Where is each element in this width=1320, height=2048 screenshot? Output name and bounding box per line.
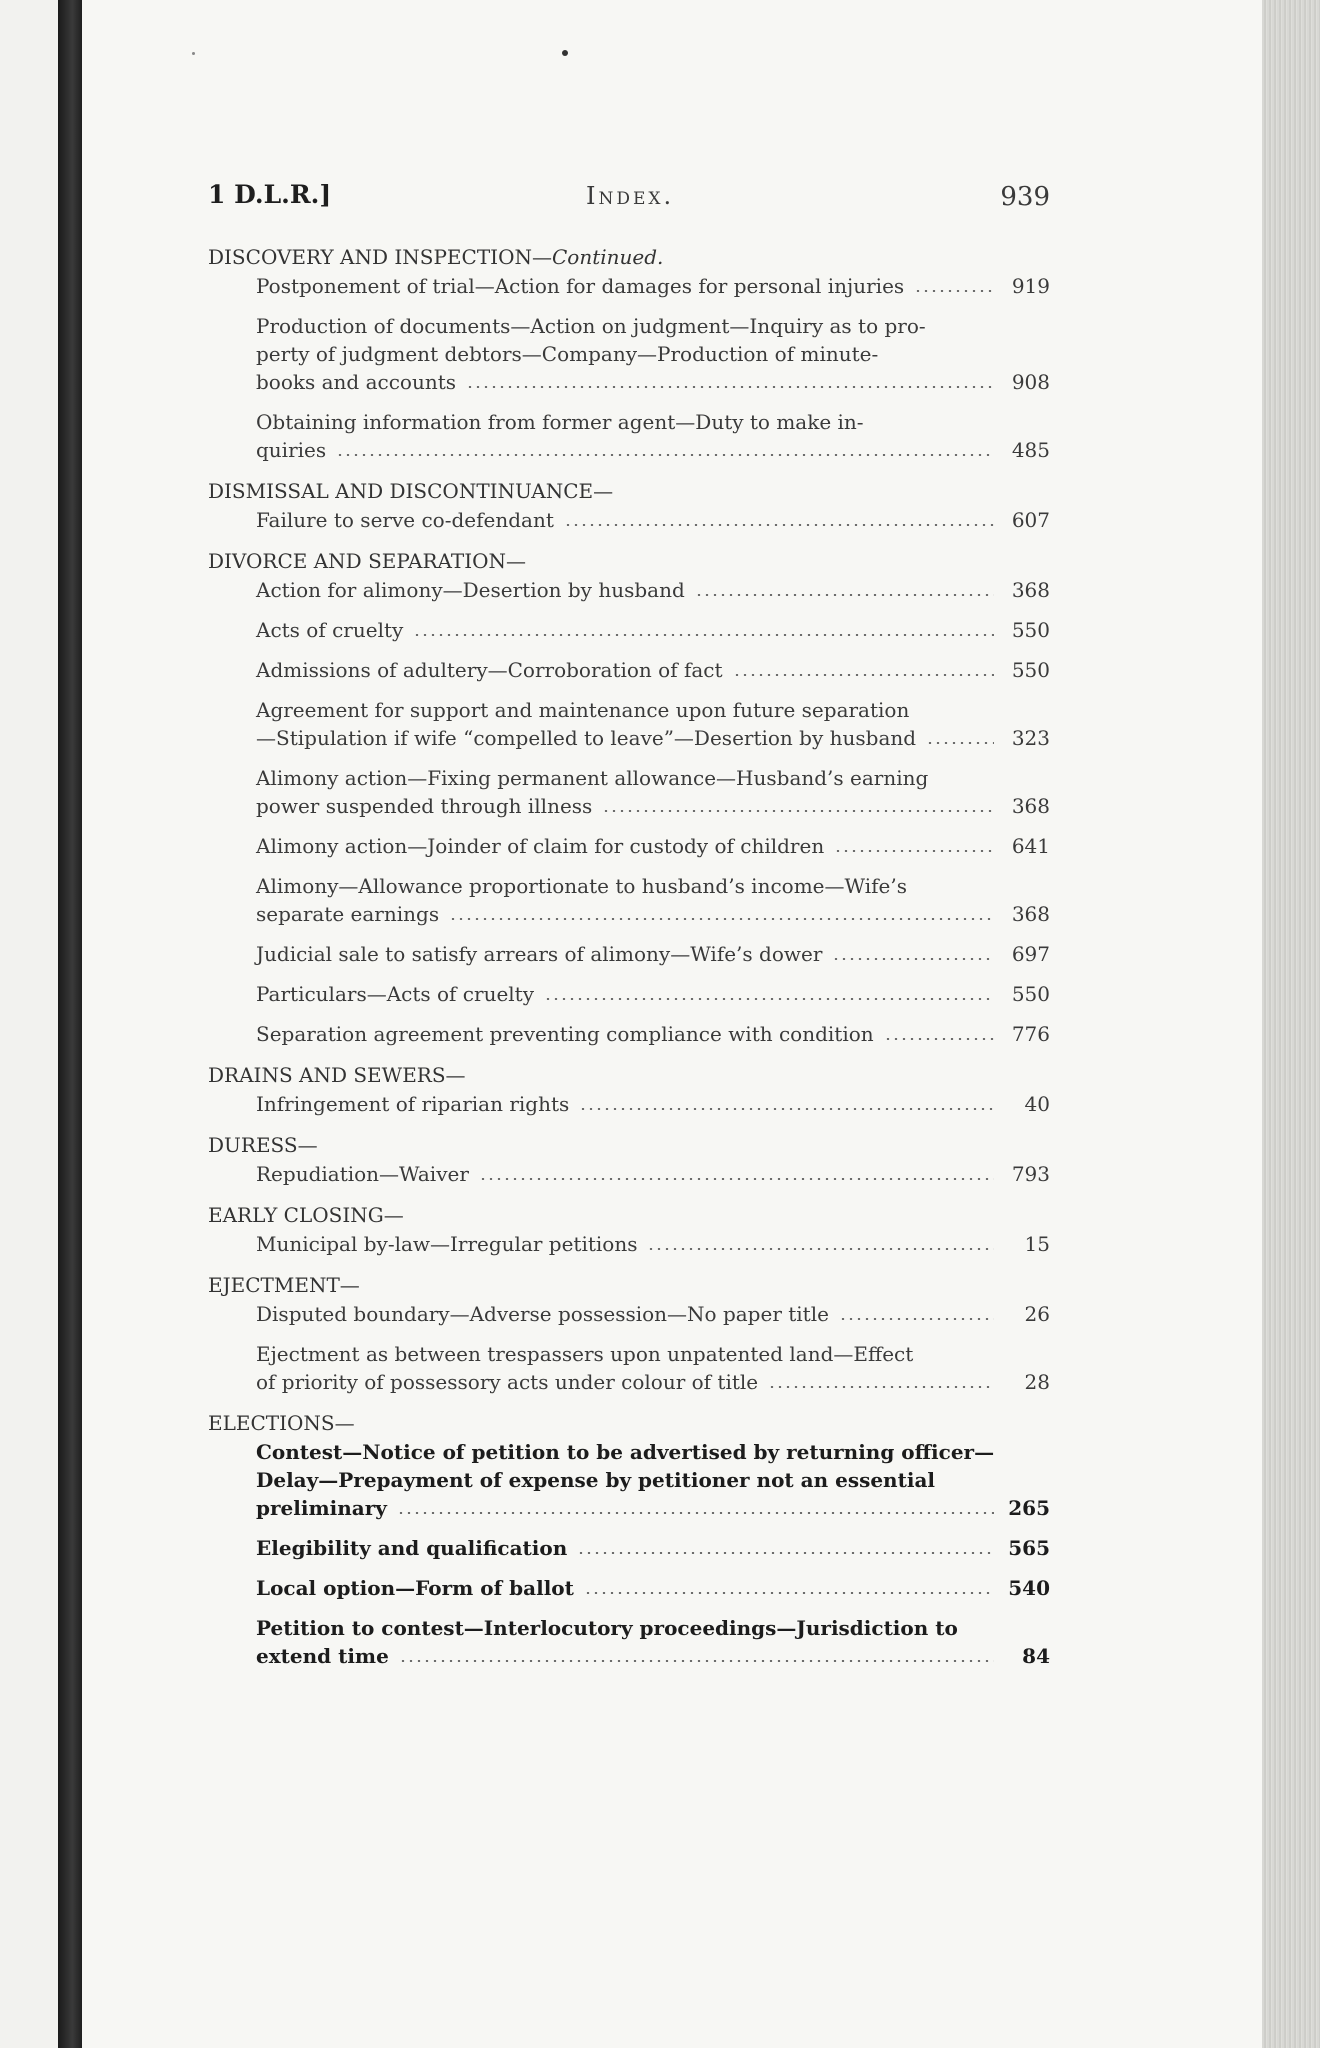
entry-text: Alimony—Allowance proportionate to husband’s income—Wife’s xyxy=(256,874,907,898)
index-heading-title: EJECTMENT— xyxy=(208,1273,360,1297)
entry-line xyxy=(256,1090,1050,1118)
dot-leader xyxy=(695,594,994,596)
dot-leader xyxy=(336,454,994,456)
dot-leader xyxy=(914,290,994,292)
dot-leader xyxy=(768,1386,994,1388)
entry-text: separate earnings xyxy=(256,902,440,926)
entry-line xyxy=(256,1614,1050,1642)
index-entry xyxy=(256,1534,1050,1562)
running-head xyxy=(208,180,1050,220)
entry-line xyxy=(256,792,1050,820)
index-entry xyxy=(256,1438,1050,1522)
dot-leader xyxy=(479,1178,994,1180)
entry-line xyxy=(256,1534,1050,1562)
dot-leader xyxy=(579,1108,994,1110)
entry-page-number: 84 xyxy=(1022,1644,1050,1668)
entry-page-number: 550 xyxy=(1011,658,1050,682)
entry-text: extend time xyxy=(256,1644,389,1668)
index-heading xyxy=(208,1272,1050,1298)
entry-line xyxy=(256,1466,1050,1494)
entry-text: Alimony action—Fixing permanent allowance—Husband’s earning xyxy=(256,766,929,790)
entry-line xyxy=(256,506,1050,534)
entry-text: Agreement for support and maintenance upon future separation xyxy=(256,698,910,722)
index-heading xyxy=(208,244,1050,270)
entry-text: Elegibility and qualification xyxy=(256,1536,568,1560)
dot-leader xyxy=(399,1660,994,1662)
entry-text: Alimony action—Joinder of claim for custody of children xyxy=(256,834,825,858)
entry-text: Admissions of adultery—Corroboration of fact xyxy=(256,658,723,682)
index-entry xyxy=(256,1230,1050,1258)
entry-page-number: 776 xyxy=(1011,1022,1050,1046)
entry-line xyxy=(256,656,1050,684)
index-entry xyxy=(256,1300,1050,1328)
entry-page-number: 15 xyxy=(1024,1232,1050,1256)
entry-text: Postponement of trial—Action for damages for personal injuries xyxy=(256,274,905,298)
entry-line xyxy=(256,1340,1050,1368)
entry-page-number: 368 xyxy=(1011,578,1050,602)
index-heading xyxy=(208,1132,1050,1158)
entry-text: Repudiation—Waiver xyxy=(256,1162,469,1186)
entry-text: Infringement of riparian rights xyxy=(256,1092,570,1116)
index-heading xyxy=(208,1062,1050,1088)
entry-line xyxy=(256,980,1050,1008)
index-entry xyxy=(256,576,1050,604)
index-entry xyxy=(256,1160,1050,1188)
entry-text: Failure to serve co-defendant xyxy=(256,508,554,532)
entry-line xyxy=(256,872,1050,900)
entry-page-number: 323 xyxy=(1011,726,1050,750)
entry-text: Contest—Notice of petition to be advertised by returning officer— xyxy=(256,1440,995,1464)
index-heading xyxy=(208,1410,1050,1436)
entry-line xyxy=(256,576,1050,604)
entry-line xyxy=(256,616,1050,644)
index-heading-title: EARLY CLOSING— xyxy=(208,1203,404,1227)
entry-line xyxy=(256,1160,1050,1188)
index-entry xyxy=(256,506,1050,534)
page-title: Index. xyxy=(586,182,675,210)
entry-page-number: 550 xyxy=(1011,618,1050,642)
entry-line xyxy=(256,696,1050,724)
entry-line xyxy=(256,764,1050,792)
entry-text: Municipal by-law—Irregular petitions xyxy=(256,1232,638,1256)
index-heading-title: DIVORCE AND SEPARATION— xyxy=(208,549,526,573)
entry-line xyxy=(256,1020,1050,1048)
index-entry xyxy=(256,696,1050,752)
entry-line xyxy=(256,272,1050,300)
index-entry xyxy=(256,1614,1050,1670)
entry-page-number: 565 xyxy=(1008,1536,1050,1560)
index-heading-title: DISCOVERY AND INSPECTION— xyxy=(208,245,552,269)
dot-leader xyxy=(884,1038,994,1040)
entry-line xyxy=(256,340,1050,368)
entry-page-number: 28 xyxy=(1024,1370,1050,1394)
entry-page-number: 368 xyxy=(1011,794,1050,818)
entry-page-number: 485 xyxy=(1011,438,1050,462)
index-entry xyxy=(256,872,1050,928)
ink-speck xyxy=(562,50,568,56)
entry-text: Acts of cruelty xyxy=(256,618,404,642)
entry-page-number: 793 xyxy=(1011,1162,1050,1186)
index-entry xyxy=(256,980,1050,1008)
dot-leader xyxy=(466,386,994,388)
index-entry xyxy=(256,1020,1050,1048)
index-entry xyxy=(256,408,1050,464)
entry-line xyxy=(256,832,1050,860)
dot-leader xyxy=(397,1512,994,1514)
entry-text: —Stipulation if wife “compelled to leave”—Desertion by husband xyxy=(256,726,917,750)
page-edges-stack xyxy=(1262,0,1320,2048)
index-heading-title: DURESS— xyxy=(208,1133,318,1157)
entry-text: Delay—Prepayment of expense by petitioner not an essential xyxy=(256,1468,935,1492)
entry-page-number: 607 xyxy=(1011,508,1050,532)
index-heading xyxy=(208,1202,1050,1228)
entry-line xyxy=(256,1230,1050,1258)
entry-line xyxy=(256,1438,1050,1466)
index-entry xyxy=(256,940,1050,968)
index-entry xyxy=(256,312,1050,396)
index-entry xyxy=(256,272,1050,300)
entry-text: preliminary xyxy=(256,1496,387,1520)
page-number: 939 xyxy=(1000,182,1050,212)
index-heading xyxy=(208,478,1050,504)
dot-leader xyxy=(834,850,994,852)
entry-line xyxy=(256,312,1050,340)
index-entry xyxy=(256,1340,1050,1396)
entry-page-number: 697 xyxy=(1011,942,1050,966)
entry-text: Action for alimony—Desertion by husband xyxy=(256,578,685,602)
index-entry xyxy=(256,656,1050,684)
entry-text: Petition to contest—Interlocutory proceedings—Jurisdiction to xyxy=(256,1616,958,1640)
entry-page-number: 265 xyxy=(1008,1496,1050,1520)
index-entry xyxy=(256,832,1050,860)
index-heading-title: ELECTIONS— xyxy=(208,1411,355,1435)
entry-text: Judicial sale to satisfy arrears of alimony—Wife’s dower xyxy=(256,942,823,966)
index-entry xyxy=(256,1574,1050,1602)
dot-leader xyxy=(564,524,994,526)
continued-label: Continued. xyxy=(551,245,664,269)
entry-line xyxy=(256,940,1050,968)
dot-leader xyxy=(577,1552,994,1554)
entry-text: Production of documents—Action on judgment—Inquiry as to pro- xyxy=(256,314,926,338)
entry-line xyxy=(256,1642,1050,1670)
entry-text: Separation agreement preventing compliance with condition xyxy=(256,1022,874,1046)
ink-speck xyxy=(192,52,195,55)
left-page-edge xyxy=(0,0,60,2048)
entry-line xyxy=(256,368,1050,396)
entry-line xyxy=(256,1574,1050,1602)
volume-reference: 1 D.L.R.] xyxy=(208,180,332,209)
dot-leader xyxy=(647,1248,994,1250)
entry-text: Disputed boundary—Adverse possession—No paper title xyxy=(256,1302,829,1326)
entry-line xyxy=(256,1368,1050,1396)
entry-line xyxy=(256,436,1050,464)
entry-line xyxy=(256,1300,1050,1328)
dot-leader xyxy=(602,810,994,812)
entry-page-number: 26 xyxy=(1024,1302,1050,1326)
dot-leader xyxy=(413,634,994,636)
entry-page-number: 540 xyxy=(1008,1576,1050,1600)
dot-leader xyxy=(839,1318,994,1320)
entry-page-number: 641 xyxy=(1011,834,1050,858)
entry-text: of priority of possessory acts under colour of title xyxy=(256,1370,759,1394)
entry-page-number: 908 xyxy=(1011,370,1050,394)
dot-leader xyxy=(544,998,994,1000)
dot-leader xyxy=(733,674,994,676)
entry-text: Particulars—Acts of cruelty xyxy=(256,982,535,1006)
index-entry xyxy=(256,764,1050,820)
index-entry xyxy=(256,1090,1050,1118)
dot-leader xyxy=(449,918,994,920)
dot-leader xyxy=(584,1592,994,1594)
index-heading xyxy=(208,548,1050,574)
entry-line xyxy=(256,1494,1050,1522)
entry-page-number: 919 xyxy=(1011,274,1050,298)
entry-page-number: 550 xyxy=(1011,982,1050,1006)
book-binding xyxy=(58,0,82,2048)
entry-line xyxy=(256,724,1050,752)
index-heading-title: DISMISSAL AND DISCONTINUANCE— xyxy=(208,479,614,503)
entry-line xyxy=(256,408,1050,436)
dot-leader xyxy=(926,742,994,744)
entry-page-number: 368 xyxy=(1011,902,1050,926)
entry-text: quiries xyxy=(256,438,327,462)
entry-text: power suspended through illness xyxy=(256,794,593,818)
entry-text: Obtaining information from former agent—Duty to make in- xyxy=(256,410,864,434)
entry-line xyxy=(256,900,1050,928)
index-heading-title: DRAINS AND SEWERS— xyxy=(208,1063,466,1087)
index-body xyxy=(208,244,1050,1670)
index-entry xyxy=(256,616,1050,644)
entry-text: Local option—Form of ballot xyxy=(256,1576,574,1600)
dot-leader xyxy=(832,958,994,960)
entry-text: perty of judgment debtors—Company—Production of minute- xyxy=(256,342,879,366)
entry-text: Ejectment as between trespassers upon unpatented land—Effect xyxy=(256,1342,914,1366)
entry-page-number: 40 xyxy=(1024,1092,1050,1116)
entry-text: books and accounts xyxy=(256,370,457,394)
